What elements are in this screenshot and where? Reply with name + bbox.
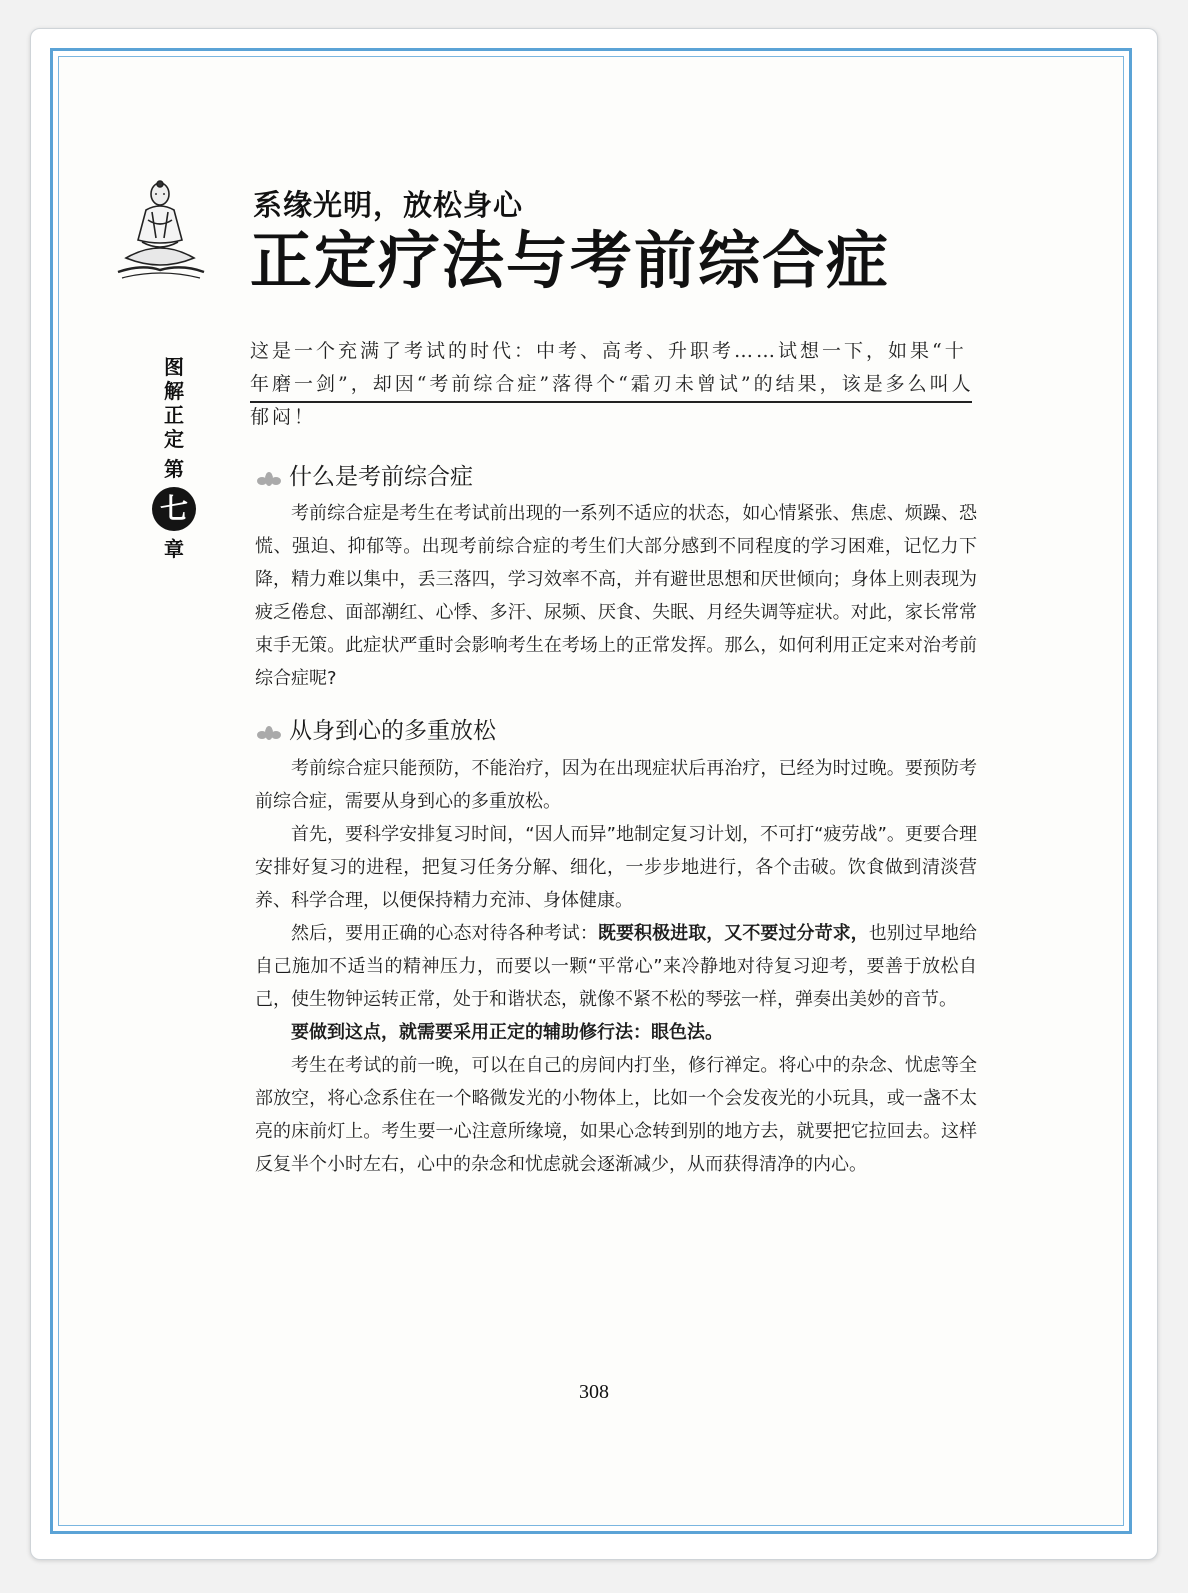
side-char: 解	[164, 379, 184, 403]
side-char: 正	[164, 403, 184, 427]
paragraph: 考前综合症只能预防，不能治疗，因为在出现症状后再治疗，已经为时过晚。要预防考前综合症，需要从身到心的多重放松。	[255, 758, 977, 812]
page-title: 正定疗法与考前综合症	[250, 224, 891, 297]
section-heading	[255, 712, 496, 745]
side-char: 第	[164, 457, 184, 481]
intro-divider	[250, 401, 972, 403]
side-char: 定	[164, 427, 184, 451]
section2-body	[255, 752, 977, 1181]
paragraph	[255, 917, 977, 1016]
paragraph-part: 然后，要用正确的心态对待各种考试：	[291, 923, 598, 944]
page-subtitle: 系缘光明，放松身心	[253, 188, 524, 222]
side-char: 章	[164, 537, 184, 561]
paragraph-emphasis: 要做到这点，就需要采用正定的辅助修行法：眼色法。	[291, 1022, 723, 1043]
chapter-side-label	[158, 355, 190, 561]
paragraph-part: 也别过早地给自己施加不适当的精神压力，而要以一颗“平常心”来冷静地对待复习迎考，要善于放松自己，使生物钟运转正常，处于和谐状态，就像不紧不松的琴弦一样，弹奏出美妙的音节。	[255, 923, 978, 1010]
buddha-icon	[112, 180, 208, 282]
lotus-icon	[255, 469, 283, 487]
section1-body	[255, 497, 977, 695]
paragraph: 首先，要科学安排复习时间，“因人而异”地制定复习计划，不可打“疲劳战”。更要合理安排好复习的进程，把复习任务分解、细化，一步步地进行，各个击破。饮食做到清淡营养、科学合理，以便保持精力充沛、身体健康。	[255, 824, 977, 911]
paragraph-emphasis: 既要积极进取，又不要过分苛求，	[597, 923, 869, 944]
section-heading-text: 从身到心的多重放松	[289, 718, 496, 744]
section-heading-text: 什么是考前综合症	[289, 464, 473, 490]
intro-text: 这是一个充满了考试的时代：中考、高考、升职考……试想一下，如果“十年磨一剑”，却因“考前综合症”落得个“霜刃未曾试”的结果，该是多么叫人郁闷！	[250, 340, 974, 428]
paragraph	[255, 1016, 977, 1049]
paragraph: 考前综合症是考生在考试前出现的一系列不适应的状态，如心情紧张、焦虑、烦躁、恐慌、强迫、抑郁等。出现考前综合症的考生们大部分感到不同程度的学习困难，记忆力下降，精力难以集中，丢三落四，学习效率不高，并有避世思想和厌世倾向；身体上则表现为疲乏倦怠、面部潮红、心悸、多汗、尿频、厌食、失眠、月经失调等症状。对此，家长常常束手无策。此症状严重时会影响考生在考场上的正常发挥。那么，如何利用正定来对治考前综合症呢?	[255, 503, 977, 689]
side-char: 图	[164, 355, 184, 379]
chapter-number-badge: 七	[152, 487, 196, 531]
lotus-icon	[255, 723, 283, 741]
page-number: 308	[579, 1381, 609, 1403]
paragraph: 考生在考试的前一晚，可以在自己的房间内打坐，修行禅定。将心中的杂念、忧虑等全部放空，将心念系住在一个略微发光的小物体上，比如一个会发夜光的小玩具，或一盏不太亮的床前灯上。考生要一心注意所缘境，如果心念转到别的地方去，就要把它拉回去。这样反复半个小时左右，心中的杂念和忧虑就会逐渐减少，从而获得清净的内心。	[255, 1055, 977, 1175]
section-heading	[255, 458, 473, 491]
